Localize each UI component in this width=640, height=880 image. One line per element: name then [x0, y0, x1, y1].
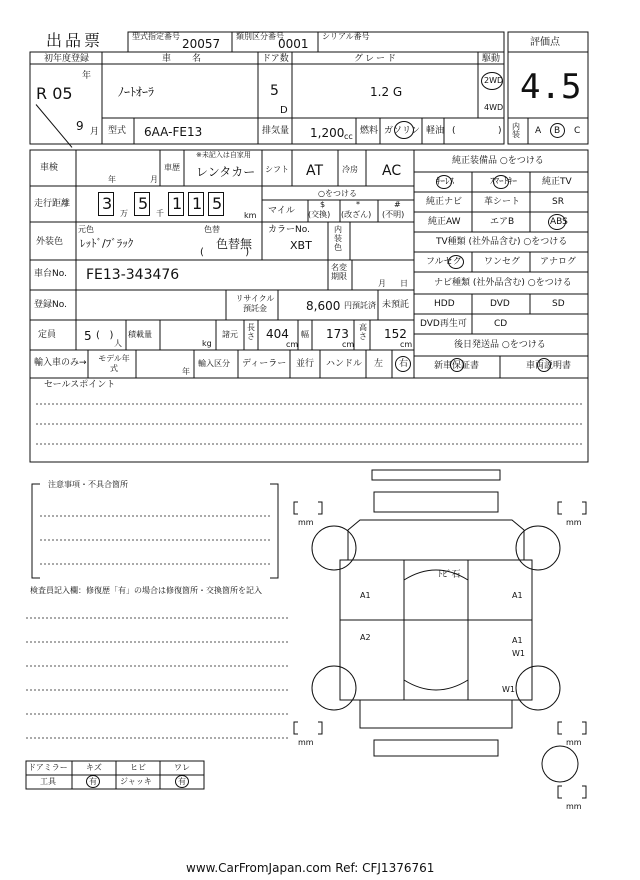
mark-chip: ﾄﾋﾞ石 [438, 570, 461, 580]
jack-label: ジャッキ [120, 777, 152, 786]
right-circle [395, 356, 411, 372]
navi-cd: CD [494, 319, 508, 329]
equip-airbag: エアB [490, 217, 515, 227]
mm-spare: mm [566, 802, 582, 811]
tv-type-label: TV種類 (社外品含む) ○をつける [436, 237, 568, 247]
history-note: ※未記入は自家用 [196, 151, 251, 159]
sen-unit: 千 [156, 209, 164, 218]
tools-circle [86, 775, 100, 788]
import-type-label: 輸入区分 [198, 359, 230, 368]
genuine-equipment-label: 純正装備品 ○をつける [452, 156, 544, 166]
swap-symbol: $ [320, 200, 326, 209]
mark-right-rear-w: W1 [512, 649, 525, 658]
height-value: 152 [384, 327, 407, 341]
name-change-day: 日 [400, 279, 408, 288]
swap-label: (交換) [308, 210, 331, 219]
repaint-label: 色替 [204, 225, 220, 234]
capacity-value: 5 [84, 329, 92, 343]
length-value: 404 [266, 327, 289, 341]
mark-right-front: A1 [512, 591, 523, 600]
equip-aw: 純正AW [428, 217, 461, 227]
grade-label: グレード [354, 54, 399, 64]
width-label: 幅 [301, 330, 309, 339]
left-option: 左 [374, 359, 384, 369]
model-no-value: 20057 [182, 37, 221, 51]
chassis-label: 車台No. [34, 269, 67, 279]
recycle-unit: 円 [344, 301, 352, 310]
form-title: 出品票 [46, 31, 104, 50]
new-car-warranty: 新車保証書 [434, 361, 480, 371]
door-type: D [280, 105, 288, 116]
cc-unit: cc [344, 132, 353, 141]
shaken-month-unit: 月 [150, 175, 158, 184]
name-change-label: 名変期限 [331, 263, 347, 281]
not-deposited: 未預託 [382, 300, 410, 310]
orig-color-label: 元色 [78, 225, 94, 234]
class-no-value: 0001 [278, 37, 309, 51]
mark-left-rear: A2 [360, 633, 371, 642]
shaken-label: 車検 [40, 163, 59, 173]
serial-label: シリアル番号 [322, 32, 370, 41]
manual-circle [537, 358, 551, 372]
tools-label: 工具 [40, 777, 56, 786]
mark-right-rear: A1 [512, 636, 523, 645]
first-reg-label: 初年度登録 [44, 54, 90, 64]
jack-circle [175, 775, 189, 788]
watermark: www.CarFromJapan.com Ref: CFJ1376761 [186, 861, 435, 875]
tv-oneseg: ワンセグ [484, 257, 521, 267]
right-option: 右 [399, 359, 409, 369]
repaint-bracket: ( ) [200, 247, 250, 258]
grade-value: 1.2 G [370, 85, 403, 99]
interior-a: A [535, 126, 542, 136]
score-value: 4.5 [520, 67, 582, 107]
color-no-value: XBT [290, 239, 312, 252]
equip-abs-circle [548, 214, 566, 230]
shaken-year-unit: 年 [108, 175, 116, 184]
history-label: 車歴 [164, 163, 180, 172]
navi-sd: SD [552, 299, 565, 309]
doors-value: 5 [270, 83, 279, 99]
drive-label: 駆動 [482, 54, 501, 64]
height-label: 高さ [359, 323, 367, 341]
capacity-label: 定員 [38, 330, 57, 340]
doors-label: ドア数 [262, 54, 289, 64]
mm-front-left: mm [298, 518, 314, 527]
model-year-unit: 年 [182, 367, 190, 376]
tv-fullseg: フルセグ [426, 257, 462, 267]
first-reg-year: R 05 [36, 84, 73, 103]
fuel-circle [394, 121, 414, 139]
interior-c: C [574, 126, 581, 136]
unknown-label: (不明) [382, 210, 405, 219]
light-oil-bracket: ( [452, 126, 456, 136]
mile-digit-2: 5 [138, 194, 149, 213]
mile-digit-3: 1 [172, 194, 183, 213]
color-no-label: カラーNo. [268, 225, 310, 235]
name-change-month: 月 [378, 279, 386, 288]
ext-color-label: 外装色 [36, 237, 64, 247]
equip-smart-key-circle [493, 175, 509, 189]
inspector-note-label: 検査員記入欄：修復歴「有」の場合は修復箇所・交換箇所を記入 [30, 586, 262, 595]
equip-tv: 純正TV [542, 177, 572, 187]
scratch-label: キズ [86, 763, 102, 772]
equip-abs: ABS [550, 217, 568, 227]
height-unit: cm [400, 340, 413, 349]
width-value: 173 [326, 327, 349, 341]
deposited: 預託済 [352, 301, 376, 310]
shift-value: AT [306, 163, 324, 179]
equip-keyless-circle [436, 175, 455, 189]
equip-smart-key: ｽﾏｰﾄｷｰ [490, 177, 518, 187]
crack-label: ヒビ [130, 763, 146, 772]
model-label: 型式 [108, 126, 127, 136]
tamper-symbol: * [356, 200, 360, 209]
drive-4wd: 4WD [484, 103, 504, 112]
capacity-bracket: ( ) [96, 330, 114, 341]
mark-left-front: A1 [360, 591, 371, 600]
class-no-label: 類別区分番号 [236, 32, 284, 41]
mile-digit-5: 5 [212, 194, 223, 213]
mile-digit-1: 3 [102, 194, 113, 213]
mm-front-right: mm [566, 518, 582, 527]
fuel-value: ガソリン [384, 126, 421, 136]
mm-rear-left: mm [298, 738, 314, 747]
equip-leather: 革シート [484, 197, 521, 207]
displacement-label: 排気量 [262, 126, 290, 136]
km-unit: km [244, 211, 257, 220]
recycle-value: 8,600 [306, 299, 341, 313]
tv-analog: アナログ [540, 257, 577, 267]
parallel-option: 並行 [296, 359, 315, 369]
year-unit: 年 [82, 71, 92, 81]
drive-2wd: 2WD [484, 76, 504, 85]
tamper-label: (改ざん) [341, 210, 372, 219]
later-ship-label: 後日発送品 ○をつける [454, 340, 546, 350]
kg-unit: kg [202, 339, 212, 348]
ext-color-value: ﾚｯﾄﾞ/ﾌﾞﾗｯｸ [80, 237, 134, 250]
month-unit: 月 [90, 127, 100, 137]
load-label: 積載量 [128, 330, 152, 339]
persons-unit: 人 [114, 339, 122, 348]
mile-unit-label: マイル [268, 206, 295, 216]
displacement-value: 1,200 [310, 126, 345, 140]
interior-label: 内装 [512, 122, 520, 139]
equip-navi: 純正ナビ [426, 197, 463, 207]
door-mirror-label: ドアミラー [28, 763, 68, 772]
car-name-value: ﾉｰﾄｵｰﾗ [118, 85, 155, 99]
tools-present: 有 [89, 777, 97, 786]
navi-dvd-play: DVD再生可 [420, 319, 467, 329]
circle-note: ○をつける [318, 189, 357, 198]
reg-no-label: 登録No. [34, 300, 67, 310]
mile-digit-4: 1 [192, 194, 203, 213]
first-reg-month: 9 [76, 119, 84, 133]
tv-fullseg-circle [448, 255, 464, 269]
equip-keyless: ｷｰﾚｽ [436, 177, 455, 187]
navi-type-label: ナビ種類 (社外品含む) ○をつける [434, 278, 572, 288]
dealer-option: ディーラー [242, 359, 287, 369]
int-color-label: 内装色 [334, 225, 342, 252]
length-label: 長さ [247, 323, 255, 341]
cooler-label: 冷房 [342, 165, 358, 174]
score-label: 評価点 [530, 37, 560, 48]
interior-b: B [554, 126, 561, 136]
sales-point-label: セールスポイント [44, 380, 116, 390]
recycle-label: リサイクル預託金 [235, 294, 275, 313]
light-oil-bracket-close: ) [498, 126, 502, 136]
model-year-label: モデル年式 [98, 354, 130, 373]
import-label: 輸入車のみ→ [34, 358, 87, 368]
model-value: 6AA-FE13 [144, 125, 203, 139]
model-no-label: 型式指定番号 [132, 32, 180, 41]
unknown-symbol: # [394, 200, 401, 209]
width-unit: cm [342, 340, 355, 349]
jack-present: 有 [178, 777, 186, 786]
length-unit: cm [286, 340, 299, 349]
repaint-value: 色替無 [216, 237, 253, 251]
vehicle-manual: 車両説明書 [526, 361, 572, 371]
history-value: レンタカー [196, 165, 256, 179]
mileage-label: 走行距離 [34, 199, 71, 209]
interior-circle [550, 123, 565, 138]
navi-hdd: HDD [434, 299, 455, 309]
mark-rear-bumper: W1 [502, 685, 515, 694]
mm-rear-right: mm [566, 738, 582, 747]
equip-sr: SR [552, 197, 564, 207]
car-name-label: 車 名 [162, 54, 208, 64]
navi-dvd: DVD [490, 299, 510, 309]
shift-label: シフト [265, 165, 289, 174]
dims-label: 諸元 [222, 330, 238, 339]
warranty-circle [450, 358, 464, 372]
cooler-value: AC [382, 163, 402, 179]
handle-label: ハンドル [326, 359, 363, 369]
fuel-label: 燃料 [360, 126, 379, 136]
chassis-value: FE13-343476 [86, 267, 180, 283]
caution-label: 注意事項・不具合箇所 [48, 480, 128, 489]
man-unit: 万 [120, 209, 128, 218]
break-label: ワレ [174, 763, 190, 772]
light-oil-label: 軽油 [426, 126, 445, 136]
